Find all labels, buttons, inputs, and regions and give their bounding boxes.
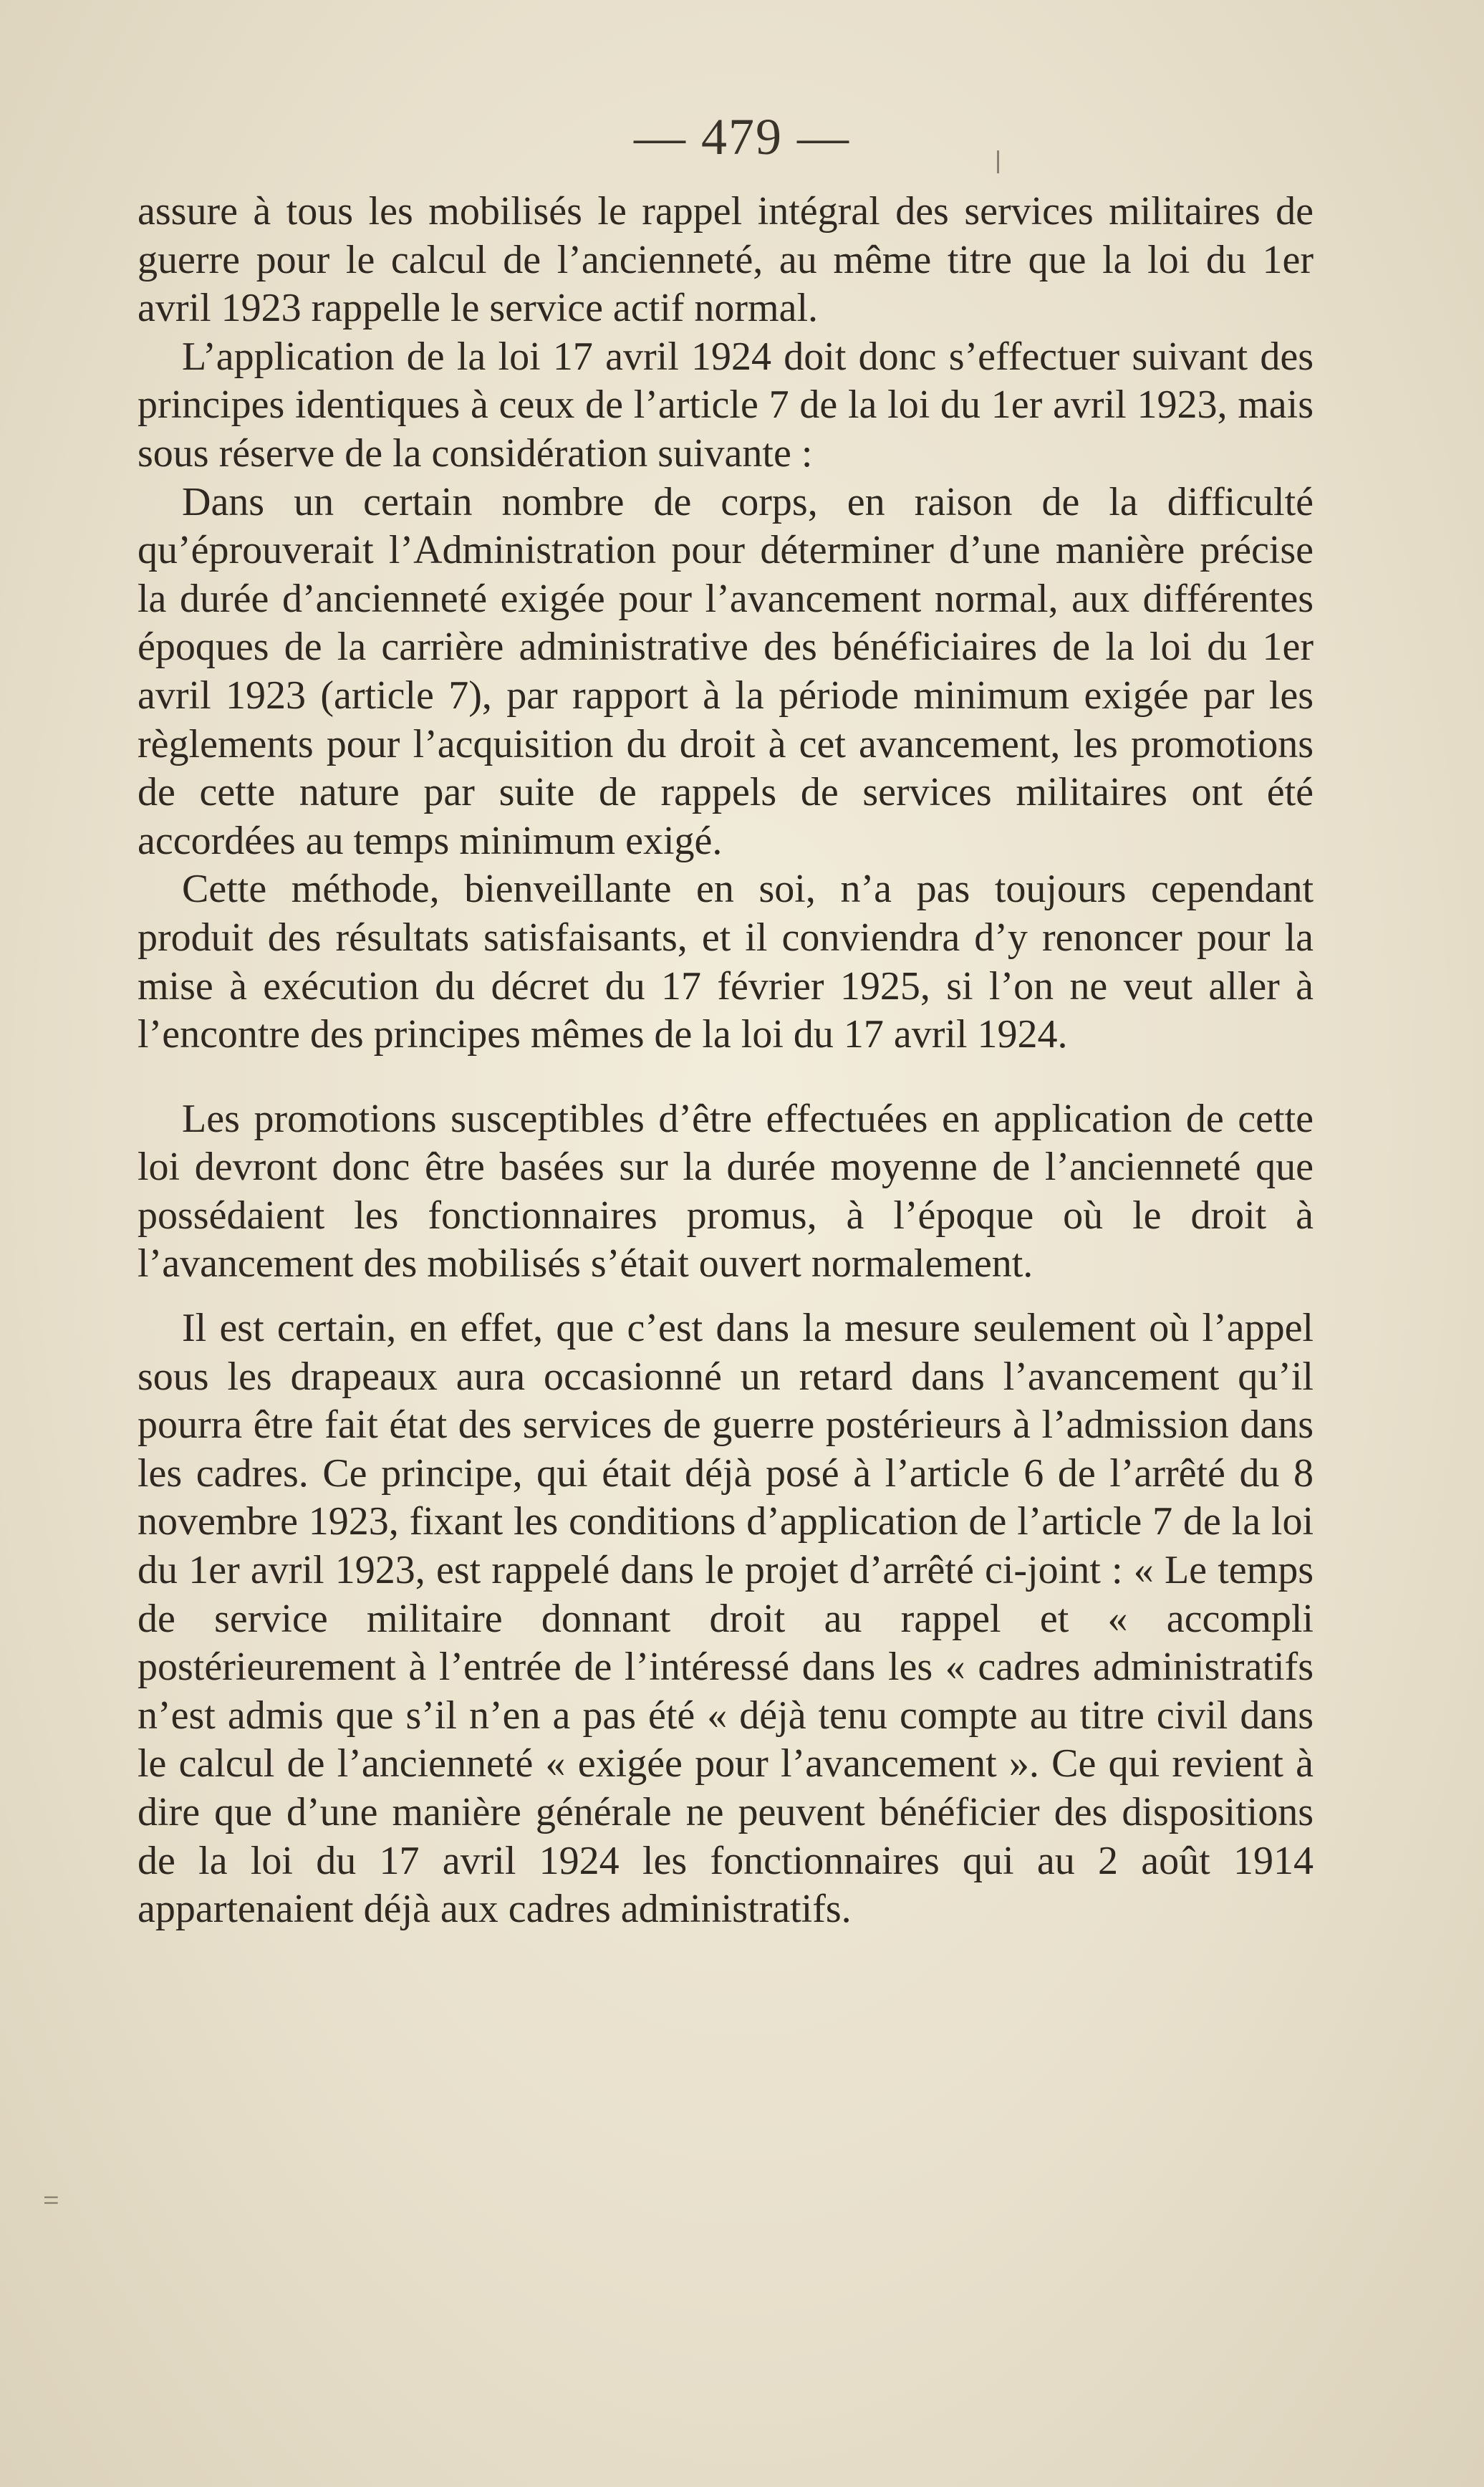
body-text [138,188,1314,1934]
paragraph-application: L’application de la loi 17 avril 1924 doit donc s’effectuer suivant des principes identiques à ceux de l’article 7 de la loi du 1er avril 1923, mais sous réserve de la considération suivante : [138,334,1314,476]
paragraph-continuation: assure à tous les mobilisés le rappel intégral des services militaires de guerre pour le calcul de l’ancienneté, au même titre que la loi du 1er avril 1923 rappelle le service actif normal. [138,189,1314,331]
paragraph-principe: Il est certain, en effet, que c’est dans la mesure seulement où l’appel sous les drapeaux aura occasionné un retard dans l’avancement qu’il pourra être fait état des services de guerre postérieurs à l’admission dans les cadres. Ce principe, qui était déjà posé à l’article 6 de l’arrêté du 8 novembre 1923, fixant les conditions d’application de l’article 7 de la loi du 1er avril 1923, est rappelé dans le projet d’arrêté ci-joint : « Le temps de service militaire donnant droit au rappel et « accompli postérieurement à l’entrée de l’intéressé dans les « cadres administratifs n’est admis que s’il n’en a pas été « déjà tenu compte au titre civil dans le calcul de l’ancienneté « exigée pour l’avancement ». Ce qui revient à dire que d’une manière générale ne peuvent bénéficier des dispositions de la loi du 17 avril 1924 les fonctionnaires qui au 2 août 1914 appartenaient déjà aux cadres administratifs. [138,1306,1314,1932]
margin-mark: = [43,2184,59,2216]
page-number: — 479 — [634,108,850,165]
paragraph-methode: Cette méthode, bienveillante en soi, n’a pas toujours cependant produit des résultats satisfaisants, et il conviendra d’y renoncer pour la mise à exécution du décret du 17 février 1925, si l’on ne veut aller à l’encontre des principes mêmes de la loi du 17 avril 1924. [138,867,1314,1057]
paragraph-promotions: Les promotions susceptibles d’être effectuées en application de cette loi devront donc être basées sur la durée moyenne de l’ancienneté que possédaient les fonctionnaires promus, à l’époque où le droit à l’avancement des mobilisés s’était ouvert normalement. [138,1096,1314,1286]
paragraph-corps: Dans un certain nombre de corps, en raison de la difficulté qu’éprouverait l’Administration pour déterminer d’une manière précise la durée d’ancienneté exigée pour l’avancement normal, aux différentes époques de la carrière administrative des bénéficiaires de la loi du 1er avril 1923 (article 7), par rapport à la période minimum exigée par les règlements pour l’acquisition du droit à cet avancement, les promotions de cette nature par suite de rappels de services militaires ont été accordées au temps minimum exigé. [138,479,1314,863]
